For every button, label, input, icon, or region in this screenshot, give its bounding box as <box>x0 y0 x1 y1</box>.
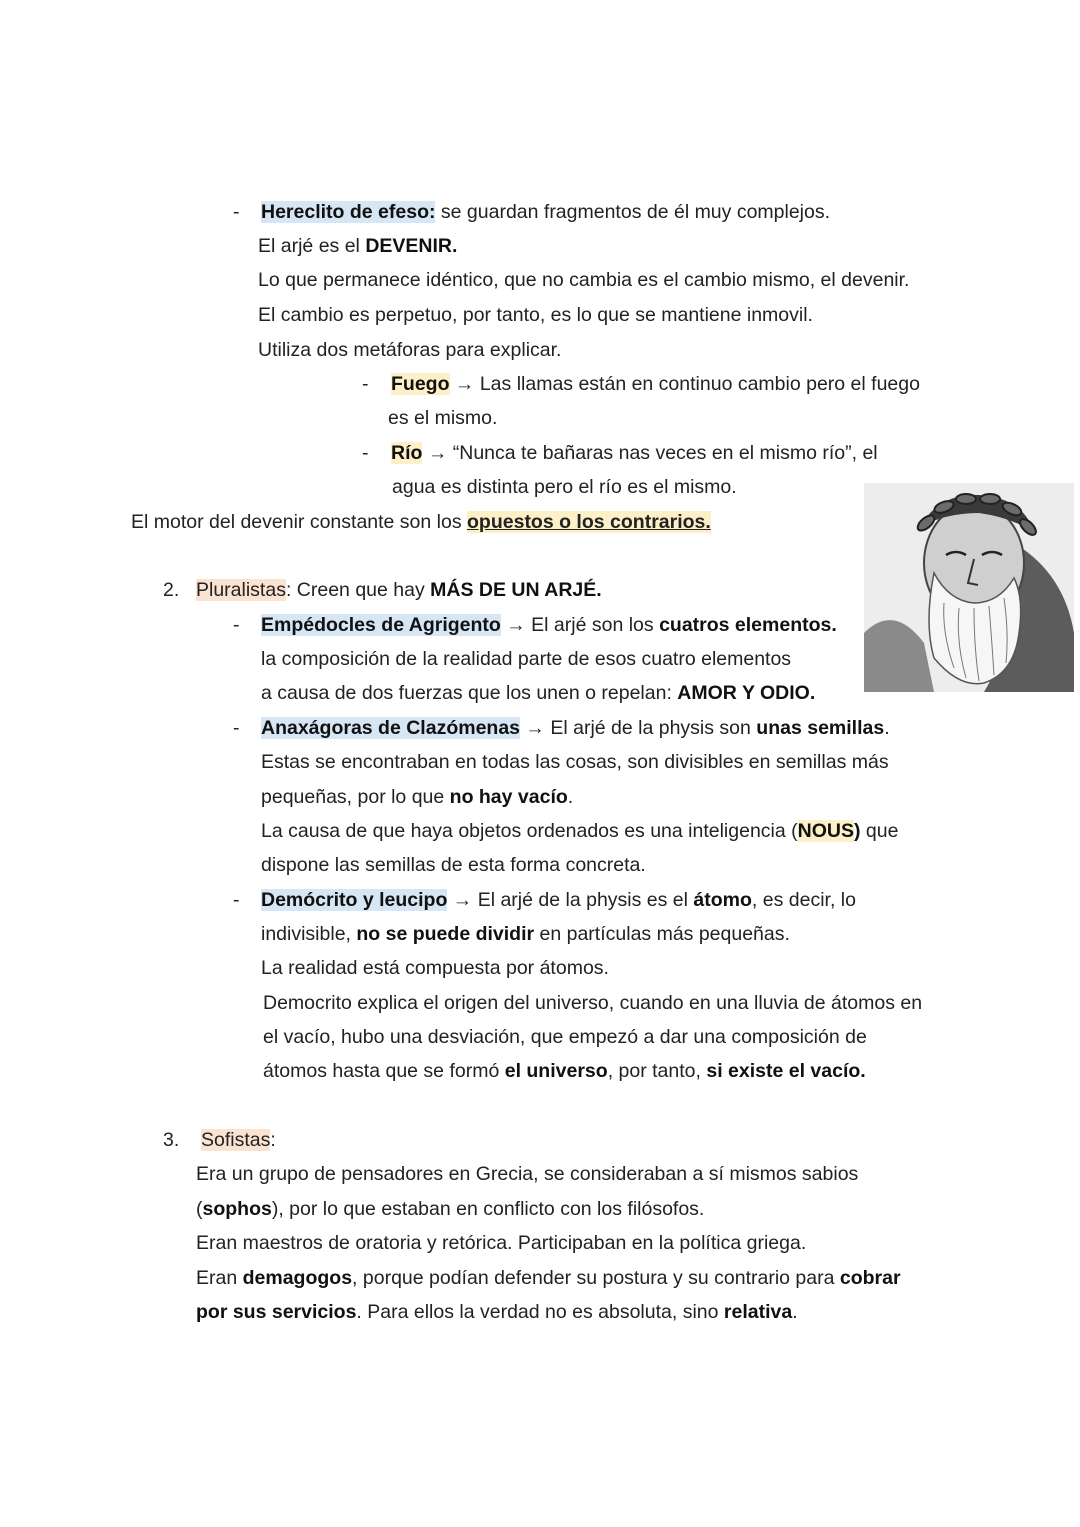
text: . <box>567 786 574 808</box>
text: . <box>884 717 890 739</box>
rio-term: Río <box>391 442 423 464</box>
motor-line <box>131 510 711 534</box>
anaxagoras-name: Anaxágoras de Clazómenas <box>261 717 521 739</box>
heraclito-line-5: Utiliza dos metáforas para explicar. <box>258 339 562 361</box>
mas-de-un-arje: MÁS DE UN ARJÉ. <box>430 579 602 601</box>
fuego-term: Fuego <box>391 373 450 395</box>
list-dash: - <box>362 442 369 464</box>
text: Eran <box>196 1267 243 1289</box>
democrito-line-3: La realidad está compuesta por átomos. <box>261 957 609 979</box>
el-universo: el universo <box>504 1060 608 1082</box>
opuestos-term: opuestos o los contrarios. <box>467 511 711 533</box>
sophos-term: sophos <box>202 1198 272 1220</box>
atomo-term: átomo <box>693 889 752 911</box>
democrito-line-1 <box>261 888 856 912</box>
anaxagoras-line-2: Estas se encontraban en todas las cosas, son divisibles en semillas más <box>261 751 889 773</box>
pluralistas-title: Pluralistas <box>196 579 286 601</box>
fuego-line <box>391 372 920 396</box>
list-dash: - <box>233 614 240 636</box>
sofistas-line-2 <box>196 1197 704 1221</box>
empedocles-line-1 <box>261 613 837 637</box>
list-number: 3. <box>163 1129 180 1151</box>
text: La causa de que haya objetos ordenados es una inteligencia ( <box>261 820 798 842</box>
text: → “Nunca te bañaras nas veces en el mismo río”, el <box>422 442 878 464</box>
democrito-line-2 <box>261 922 790 946</box>
relativa-term: relativa <box>723 1301 793 1323</box>
demagogos-term: demagogos <box>242 1267 353 1289</box>
sofistas-heading <box>201 1128 276 1152</box>
text: pequeñas, por lo que <box>261 786 450 808</box>
heraclito-line-2 <box>258 234 457 258</box>
text: ), por lo que estaban en conflicto con los filósofos. <box>271 1198 705 1220</box>
text: ( <box>196 1198 203 1220</box>
text: : Creen que hay <box>285 579 431 601</box>
text: . Para ellos la verdad no es absoluta, sino <box>356 1301 724 1323</box>
rio-cont: agua es distinta pero el río es el mismo. <box>392 476 737 498</box>
amor-y-odio: AMOR Y ODIO. <box>677 682 816 704</box>
empedocles-line-3 <box>261 681 815 705</box>
text: → El arjé de la physis es el <box>447 889 694 911</box>
democrito-line-5: el vacío, hubo una desviación, que empezó a dar una composición de <box>263 1026 867 1048</box>
heraclito-line-4: El cambio es perpetuo, por tanto, es lo que se mantiene inmovil. <box>258 304 813 326</box>
sofistas-line-4 <box>196 1266 901 1290</box>
text: ) <box>853 820 861 842</box>
heraclito-name: Hereclito de efeso: <box>261 201 436 223</box>
list-number: 2. <box>163 579 180 601</box>
si-existe-vacio: si existe el vacío. <box>706 1060 866 1082</box>
cuatro-elementos: cuatros elementos. <box>659 614 837 636</box>
heraclito-intro: se guardan fragmentos de él muy complejos. <box>435 201 831 223</box>
fuego-cont: es el mismo. <box>388 407 498 429</box>
text: , por tanto, <box>607 1060 707 1082</box>
anaxagoras-line-5: dispone las semillas de esta forma concreta. <box>261 854 646 876</box>
heraclitus-portrait-image <box>864 483 1074 692</box>
anaxagoras-line-3 <box>261 785 573 809</box>
empedocles-name: Empédocles de Agrigento <box>261 614 501 636</box>
text: El motor del devenir constante son los <box>131 511 468 533</box>
democrito-line-6 <box>263 1059 866 1083</box>
sofistas-line-1: Era un grupo de pensadores en Grecia, se consideraban a sí mismos sabios <box>196 1163 859 1185</box>
list-dash: - <box>233 717 240 739</box>
list-dash: - <box>362 373 369 395</box>
text: → El arjé son los <box>500 614 660 636</box>
nous-term: NOUS <box>797 820 854 842</box>
cobrar-term: cobrar <box>839 1267 901 1289</box>
devenir-term: DEVENIR. <box>365 235 458 257</box>
text: , es decir, lo <box>751 889 856 911</box>
sofistas-line-5 <box>196 1300 798 1324</box>
list-dash: - <box>233 201 240 223</box>
text: : <box>270 1129 276 1151</box>
por-sus-servicios: por sus servicios <box>196 1301 357 1323</box>
text: El arjé es el <box>258 235 366 257</box>
rio-line <box>391 441 878 465</box>
text: que <box>860 820 899 842</box>
heraclito-line-1 <box>261 200 830 224</box>
no-se-puede-dividir: no se puede dividir <box>356 923 535 945</box>
democrito-line-4: Democrito explica el origen del universo, cuando en una lluvia de átomos en <box>263 992 923 1014</box>
text: . <box>792 1301 798 1323</box>
text: → El arjé de la physis son <box>520 717 757 739</box>
text: a causa de dos fuerzas que los unen o repelan: <box>261 682 678 704</box>
text: , porque podían defender su postura y su contrario para <box>352 1267 840 1289</box>
pluralistas-heading <box>196 578 602 602</box>
text: indivisible, <box>261 923 357 945</box>
text: en partículas más pequeñas. <box>534 923 790 945</box>
text: átomos hasta que se formó <box>263 1060 505 1082</box>
no-hay-vacio: no hay vacío <box>449 786 568 808</box>
anaxagoras-line-1 <box>261 716 890 740</box>
sofistas-title: Sofistas <box>201 1129 271 1151</box>
list-dash: - <box>233 889 240 911</box>
anaxagoras-line-4 <box>261 819 898 843</box>
text: → Las llamas están en continuo cambio pero el fuego <box>449 373 920 395</box>
heraclito-line-3: Lo que permanece idéntico, que no cambia es el cambio mismo, el devenir. <box>258 269 910 291</box>
democrito-name: Demócrito y leucipo <box>261 889 448 911</box>
unas-semillas: unas semillas <box>756 717 885 739</box>
sofistas-line-3: Eran maestros de oratoria y retórica. Participaban en la política griega. <box>196 1232 807 1254</box>
empedocles-line-2: la composición de la realidad parte de esos cuatro elementos <box>261 648 792 670</box>
